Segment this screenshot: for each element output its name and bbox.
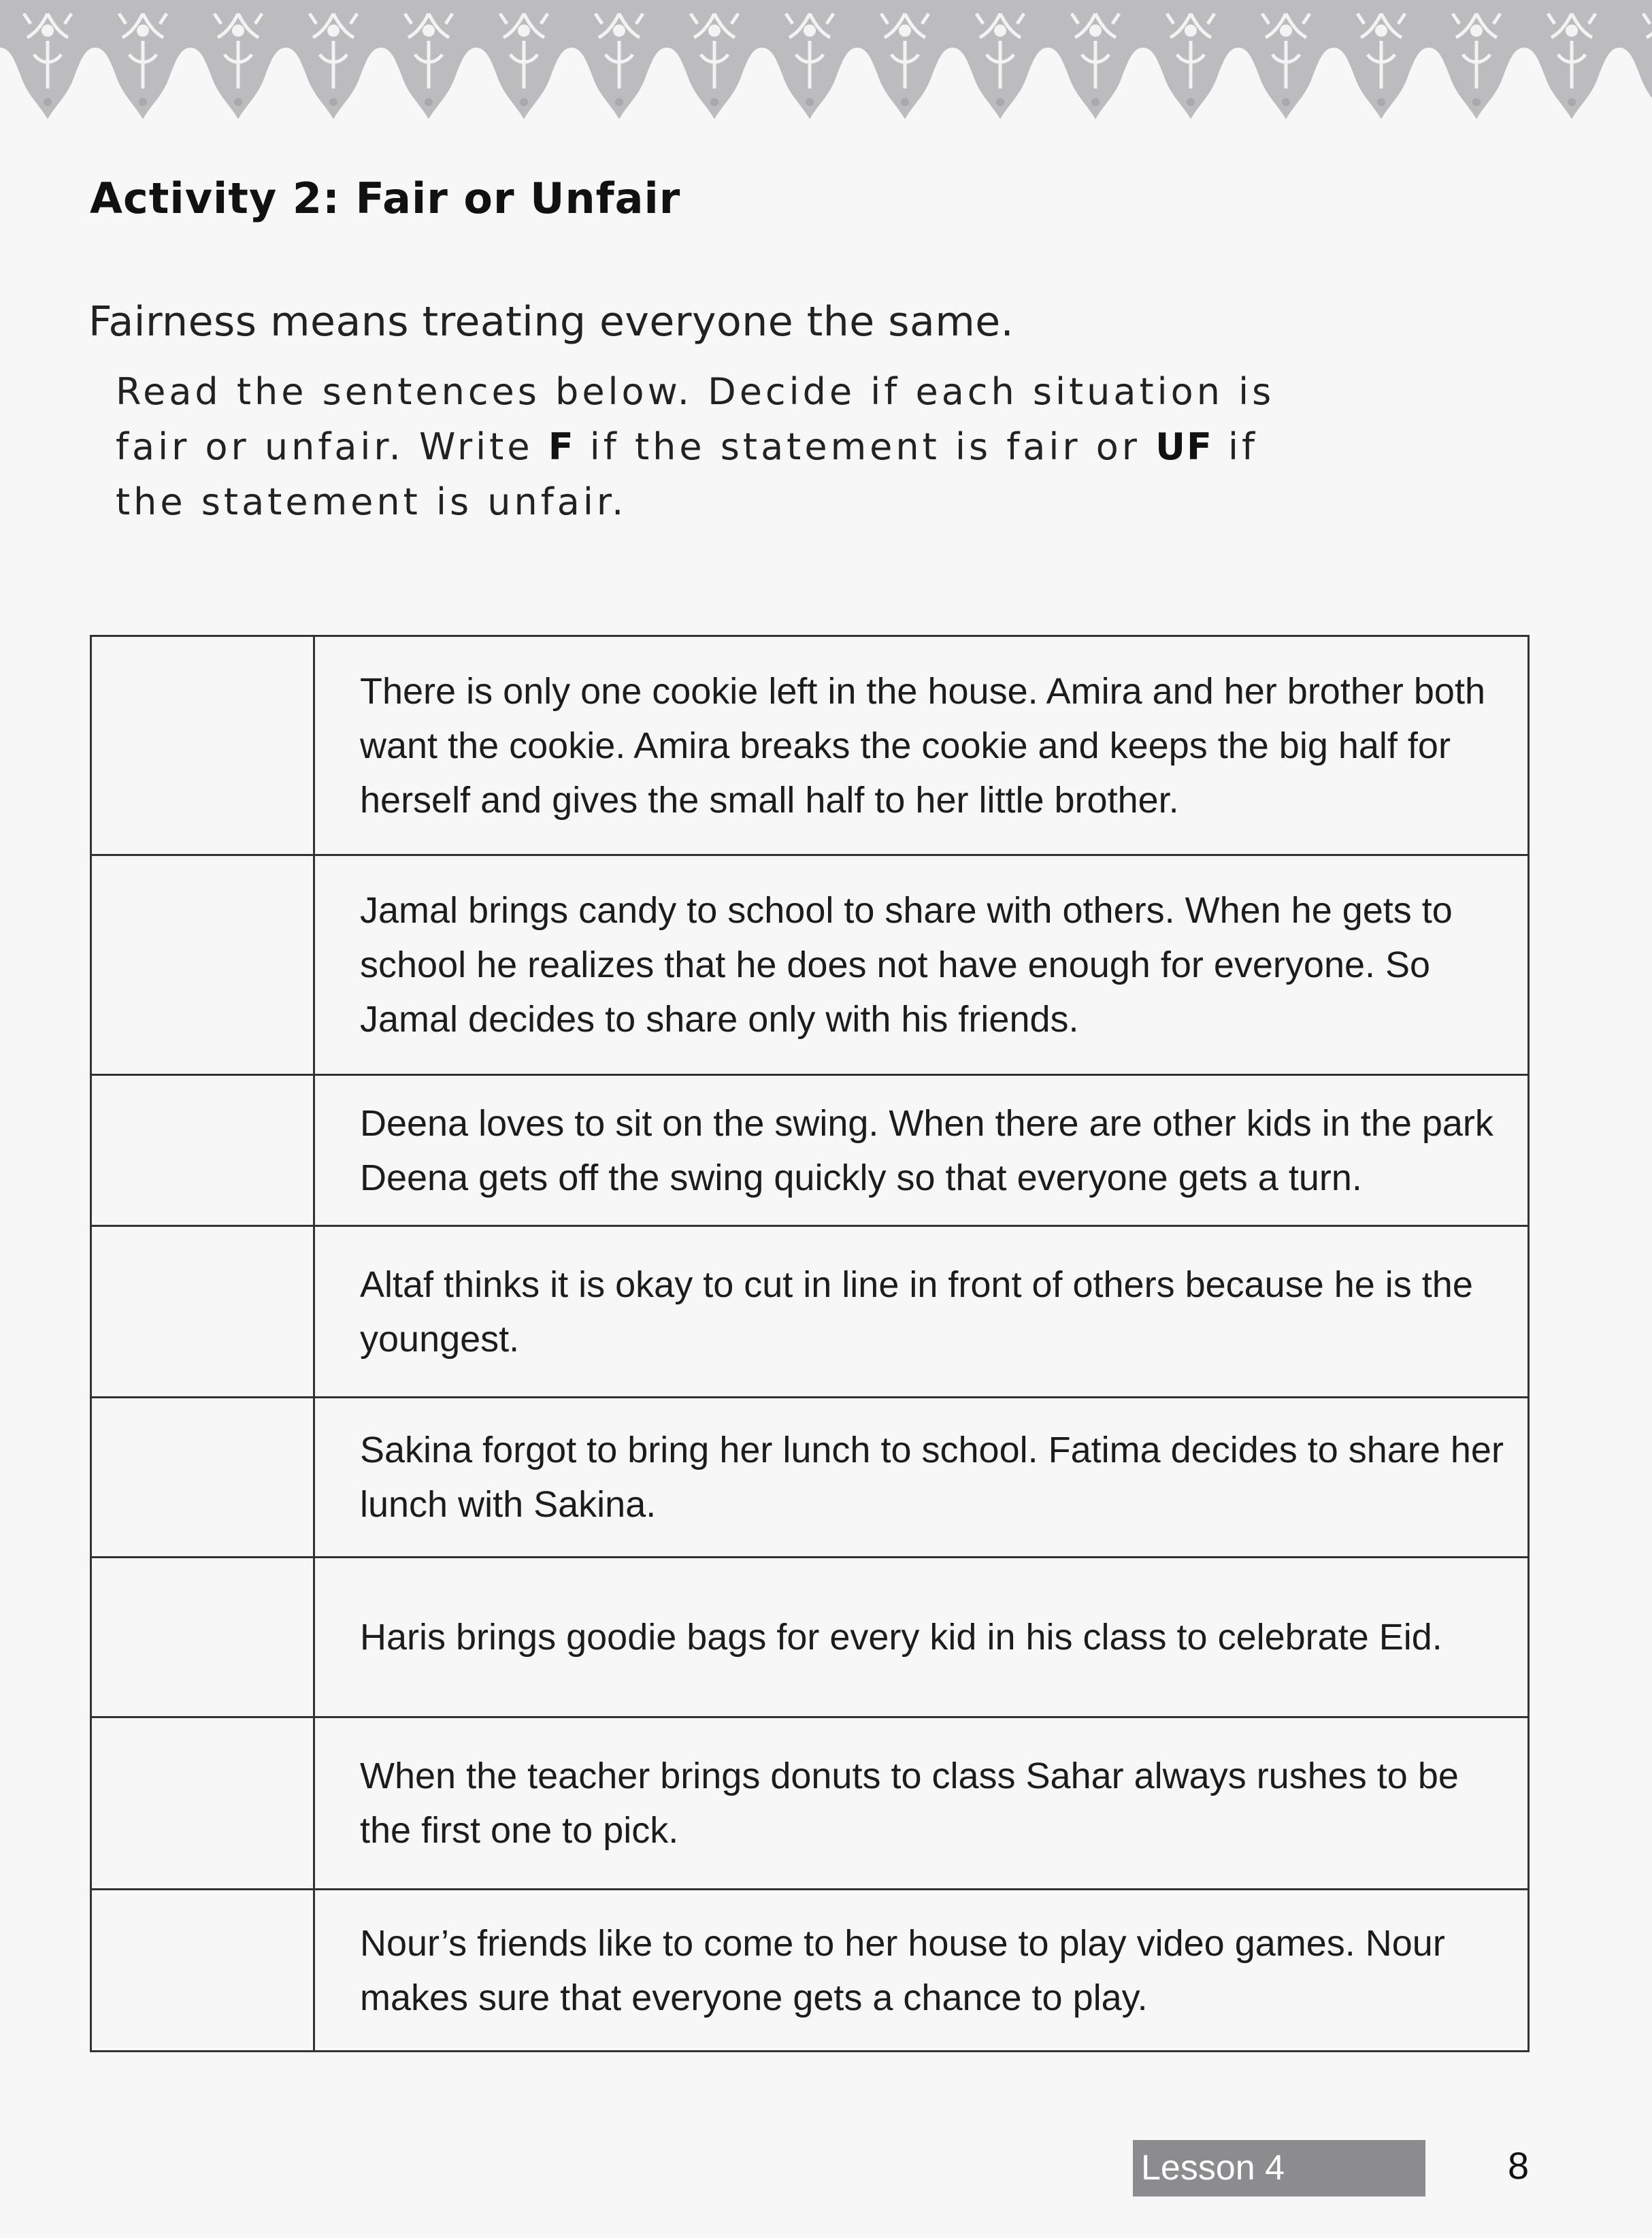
table-row [91, 1075, 1529, 1226]
table-row [91, 1226, 1529, 1398]
statement-text: Deena loves to sit on the swing. When there are other kids in the park Deena gets off the swing quickly so that everyone gets a turn. [314, 1075, 1529, 1226]
table-row [91, 636, 1529, 855]
answer-cell[interactable] [91, 1398, 314, 1558]
statement-text: Nour’s friends like to come to her house to play video games. Nour makes sure that everyone gets a chance to play. [314, 1890, 1529, 2052]
table-row [91, 1717, 1529, 1890]
statement-text: When the teacher brings donuts to class Sahar always rushes to be the first one to pick. [314, 1717, 1529, 1890]
table-row [91, 855, 1529, 1075]
statement-text: Altaf thinks it is okay to cut in line in front of others because he is the youngest. [314, 1226, 1529, 1398]
answer-cell[interactable] [91, 636, 314, 855]
decorative-border [0, 0, 1652, 136]
fair-unfair-table [90, 635, 1530, 2052]
intro-text: Fairness means treating everyone the same. [88, 298, 1014, 346]
instructions-part-2: if the statement is fair or [574, 425, 1156, 468]
activity-title: Activity 2: Fair or Unfair [90, 174, 681, 223]
answer-cell[interactable] [91, 1890, 314, 2052]
instructions-part-3: if the statement is unfair. [116, 425, 1259, 523]
answer-cell[interactable] [91, 1226, 314, 1398]
answer-cell[interactable] [91, 1558, 314, 1717]
unfair-code: UF [1155, 425, 1213, 468]
table-row [91, 1890, 1529, 2052]
statement-text: Jamal brings candy to school to share with others. When he gets to school he realizes that he does not have enough for everyone. So Jamal decides to share only with his friends. [314, 855, 1529, 1075]
lesson-label: Lesson 4 [1133, 2140, 1425, 2196]
instructions-text [116, 364, 1340, 529]
statement-text: Haris brings goodie bags for every kid in his class to celebrate Eid. [314, 1558, 1529, 1717]
table-row [91, 1558, 1529, 1717]
statement-text: There is only one cookie left in the house. Amira and her brother both want the cookie. Amira breaks the cookie and keeps the big half for herself and gives the small half to her little brother. [314, 636, 1529, 855]
page-number: 8 [1508, 2144, 1530, 2187]
table-row [91, 1398, 1529, 1558]
statement-text: Sakina forgot to bring her lunch to school. Fatima decides to share her lunch with Sakina. [314, 1398, 1529, 1558]
answer-cell[interactable] [91, 1717, 314, 1890]
fair-code: F [548, 425, 575, 468]
answer-cell[interactable] [91, 855, 314, 1075]
instructions-part-1: Read the sentences below. Decide if each situation is fair or unfair. Write [116, 370, 1275, 468]
answer-cell[interactable] [91, 1075, 314, 1226]
